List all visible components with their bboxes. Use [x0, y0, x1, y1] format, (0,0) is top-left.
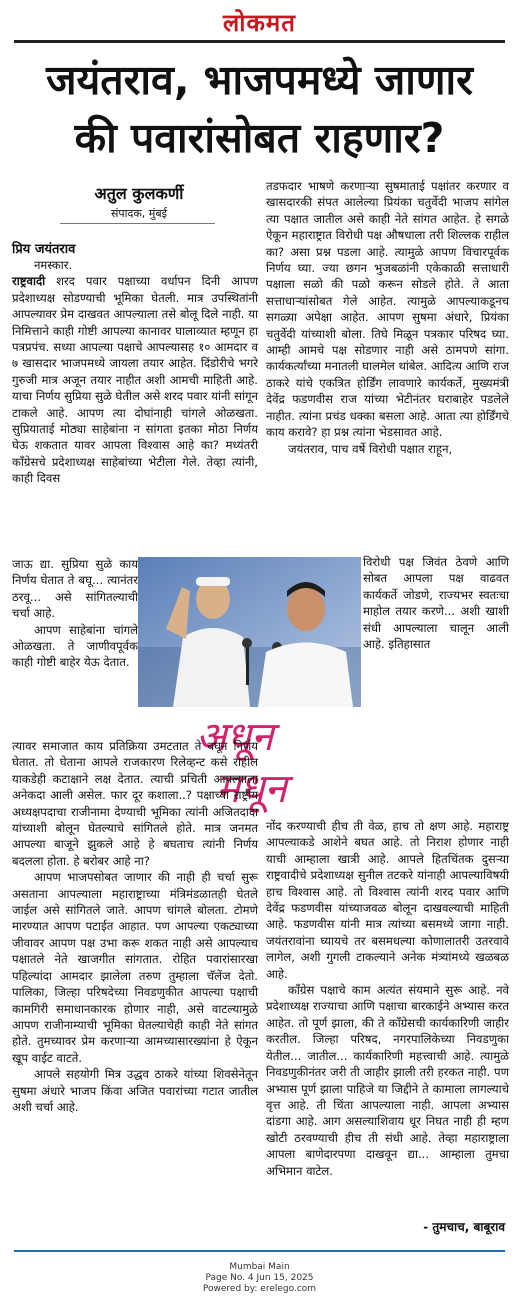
headline-line-1: जयंतराव, भाजपमध्ये जाणार [46, 56, 473, 104]
lead-word: राष्ट्रवादी [12, 274, 46, 289]
article-left-narrow [12, 556, 138, 671]
masthead [0, 0, 519, 42]
author-role: संपादक, मुंबई [110, 207, 168, 220]
right-paragraph-1: तडफदार भाषणे करणाऱ्या सुषमाताई पक्षांतर करणार व खासदारकी संपत आलेल्या प्रियंका चतुर्वेदी भाजप सांगेल त्या पक्षात जातील असे काही नेते सांगत आहेत. हे सगळे ऐकून महाराष्ट्रात विरोधी पक्ष औषधाला तरी शिल्लक राहील का? असा प्रश्न पडला आहे. त्यामुळे आपण विचारपूर्वक निर्णय घ्या. ज्या छगन भुजबळांनी एकेकाळी सत्ताधारी पक्षाला सळो की पळो करून सोडले होते. ते आता सत्ताधाऱ्यांसोबत गेले आहेत. त्यामुळे आपल्याकडूनच सगळ्या अपेक्षा आहेत. आपण सुषमा अंधारे, प्रियंका चतुर्वेदी यांच्याशी बोला. तिघे मिळून पत्रकार परिषद घ्या. आम्ही आमचे पक्ष सोडणार नाही असे ठामपणे सांगा. कार्यकर्त्यांच्या मनातली घालमेल थांबेल. आदित्य आणि राज ठाकरे यांचे एकत्रित होर्डिंग लावणारे कार्यकर्ते, मुख्यमंत्री देवेंद्र फडणवीस राज यांच्या भेटीनंतर घराबाहेर पडलेले नाहीत. त्यांना प्रचंड धक्का बसला आहे. आता त्या होर्डिंगचे काय करावे? हा प्रश्न त्यांना भेडसावत आहे. [266, 179, 509, 440]
brand-logo: लोकमत [223, 9, 296, 37]
paragraph-1-cont: जाऊ द्या. सुप्रिया सुळे काय निर्णय घेतात ते बघू... त्यानंतर ठरवू... असे सांगितल्याची चर्चा आहे. [12, 557, 138, 621]
article-right-bottom [266, 818, 509, 1179]
article-photo [138, 557, 361, 707]
right-paragraph-2-lead: जयंतराव, पाच वर्षे विरोधी पक्षात राहून, [288, 441, 453, 456]
page-and-date: Page No. 4 Jun 15, 2025 [205, 1273, 314, 1283]
byline [20, 182, 258, 221]
edition-name: Mumbai Main [229, 1262, 290, 1272]
paragraph-3: आपण भाजपसोबत जाणार की नाही ही चर्चा सुरू असताना आपल्याला महाराष्ट्राच्या मंत्रिमंडळातही घेतले जाईल असे सांगितले जाते. आपण चांगले बोलता. टोमणे मारण्यात आपण पटाईत आहात. पण आपल्या एकट्याच्या जीवावर आपण पक्ष उभा करू शकत नाही असे आपल्याच पक्षातले नेते खाजगीत सांगतात. रोहित पवारांसारखा पहिल्यांदा आमदार झालेला तरुण तुम्हाला चॅलेंज देतो. पालिका, जिल्हा परिषदेच्या निवडणुकीत आपल्या पक्षाची कामगिरी समाधानकारक होणार नाही, असे वाटल्यामुळे आपण राजीनाम्याची भूमिका घेतल्याचेही काही नेते सांगत होते. तुमच्यावर प्रेम करणाऱ्या आमच्यासारख्यांना हे ऐकून खूप वाईट वाटते. [12, 870, 258, 1065]
paragraph-2-cont: त्यावर समाजात काय प्रतिक्रिया उमटतात ते बघून निर्णय घेतात. तो घेताना आपले राजकारण रिलेव्हन्ट कसे राहील याकडेही कटाक्षाने लक्ष देतात. त्याची प्रचिती आपल्याला अनेकदा आली असेल. फार दूर कशाला..? पक्षाच्या राष्ट्रीय अध्यक्षपदाचा राजीनामा देण्याची भूमिका त्यांनी अजितदादा यांच्याशी बोलून घेतल्याचे सांगितले होते. मात्र जनमत आपल्या बाजूने झुकले आहे हे बघताच त्यांनी निर्णय बदलला होता. हे बरोबर आहे ना? [12, 739, 258, 868]
byline-divider [60, 223, 215, 224]
article-left-top [12, 257, 258, 487]
author-name: अतुल कुलकर्णी [94, 184, 184, 203]
article-right-narrow [363, 554, 509, 652]
signoff: - तुमचाच, बाबूराव [423, 1220, 505, 1234]
bottom-rule [14, 1250, 505, 1252]
right-paragraph-2-cont: नोंद करण्याची हीच ती वेळ, हाच तो क्षण आहे. महाराष्ट्र आपल्याकडे आशेने बघत आहे. तो निराश होणार नाही याची आम्हाला खात्री आहे. आपले हितचिंतक दुसऱ्या राष्ट्रवादीचे प्रदेशाध्यक्ष सुनील तटकरे यांनाही आपल्याविषयी हाच विश्वास आहे. तो विश्वास त्यांनी शरद पवार आणि देवेंद्र फडणवीस यांच्याजवळ बोलून दाखवल्याची माहिती आहे. फडणवीस यांनी मात्र त्यांच्या बसमध्ये जागा नाही. जयंतरावांना घ्यायचे तर बसमधल्या कोणालातरी उतरवावे लागेल, अशी गुगली टाकल्याने अनेक मंत्र्यांमध्ये खळबळ आहे. [266, 819, 509, 981]
right-paragraph-3: काँग्रेस पक्षाचे काम अत्यंत संयमाने सुरू आहे. नवे प्रदेशाध्यक्ष राज्याचा आणि पक्षाचा बारकाईने अभ्यास करत आहेत. तो पूर्ण झाला, की ते काँग्रेसची कार्यकारिणी जाहीर करतील. जिल्हा परिषद, नगरपालिकेच्या निवडणुका येतील... जातील... कार्यकारिणी महत्त्वाची आहे. त्यामुळे निवडणुकीनंतर जरी ती जाहीर झाली तरी हरकत नाही. पण अभ्यास पूर्ण झाला पाहिजे या जिद्दीने ते कामाला लागल्याचे वृत्त आहे. ती चिंता आपल्याला नाही. आपला अभ्यास दांडगा आहे. आग असल्याशिवाय धूर निघत नाही ही म्हण खोटी ठरवण्याची हीच ती संधी आहे. तेव्हा महाराष्ट्राला आपला बाणेदारपणा दाखवून द्या... आम्हाला तुमचा अभिमान वाटेल. [266, 983, 509, 1178]
paragraph-1: शरद पवार पक्षाच्या वर्धापन दिनी आपण प्रदेशाध्यक्ष सोडण्याची भूमिका घेतली. मात्र उपस्थितांनी आपल्यावर प्रेम दाखवत आपल्याला तसे बोलू दिले नाही. या निमित्ताने काही गोष्टी आपल्या कानावर घालाव्यात म्हणून हा पत्रप्रपंच. सध्या आपल्या पक्षाचे आपल्यासह १० आमदार व ७ खासदार भाजपमध्ये जायला तयार आहेत. दिंडोरीचे भगरे गुरुजी मात्र अजून तयार नाहीत अशी आमची माहिती आहे. याचा निर्णय सुप्रिया सुळे घेतील असे शरद पवार यांनी सांगून टाकले आहे. आपण त्या दोघांनाही चांगले ओळखता. सुप्रियाताई मोठ्या साहेबांना न सांगता इतका मोठा निर्णय घेऊ शकतात यावर आपला विश्वास आहे का? मध्यंतरी काँग्रेसचे प्रदेशाध्यक्ष साहेबांच्या भेटीला गेले. तेव्हा त्यांनी, काही दिवस [12, 274, 258, 486]
salutation: प्रिय जयंतराव [12, 242, 76, 257]
greeting: नमस्कार. [34, 258, 73, 272]
column-art-line-2: मधून [216, 766, 287, 812]
article-left-bottom [12, 738, 258, 1115]
article-right-top [266, 178, 509, 457]
page-footer [0, 1262, 519, 1295]
paragraph-2: आपण साहेबांना चांगले ओळखता. ते जाणीवपूर्वक काही गोष्टी बाहेर येऊ देतात. [12, 622, 138, 670]
paragraph-4: आपले सहयोगी मित्र उद्धव ठाकरे यांच्या शिवसेनेतून सुषमा अंधारे भाजप किंवा अजित पवारांच्या गटात जातील अशी चर्चा आहे. [12, 1067, 258, 1114]
right-paragraph-2: विरोधी पक्ष जिवंत ठेवणे आणि सोबत आपला पक्ष वाढवत कार्यकर्ते जोडणे, राज्यभर स्वतःचा माहोल तयार करणे... अशी खाशी संधी आपल्याला चालून आली आहे. इतिहासात [363, 555, 509, 652]
powered-by: Powered by: erelego.com [202, 1284, 317, 1294]
column-art-line-1: अधून [196, 714, 274, 760]
top-rule [14, 40, 505, 43]
headline-line-2: की पवारांसोबत राहणार? [74, 114, 445, 162]
